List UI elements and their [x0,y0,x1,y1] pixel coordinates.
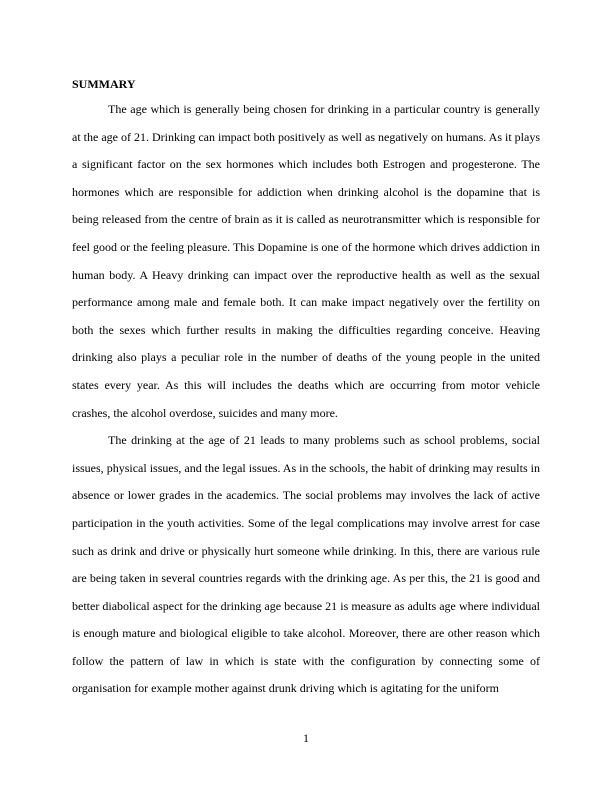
body-paragraph-1: The age which is generally being chosen for drinking in a particular country is generally at the age of 21. Drinking can impact both positively as well as negatively on humans. As it plays a significant factor on the sex hormones which includes both Estrogen and progesterone. The hormones which are responsible for addiction when drinking alcohol is the dopamine that is being released from the centre of brain as it is called as neurotransmitter which is responsible for feel good or the feeling pleasure. This Dopamine is one of the hormone which drives addiction in human body. A Heavy drinking can impact over the reproductive health as well as the sexual performance among male and female both. It can make impact negatively over the fertility on both the sexes which further results in making the difficulties regarding conceive. Heaving drinking also plays a peculiar role in the number of deaths of the young people in the united states every year. As this will includes the deaths which are occurring from motor vehicle crashes, the alcohol overdose, suicides and many more. [72,102,540,420]
page-number: 1 [303,731,309,745]
section-heading: SUMMARY [72,77,136,91]
body-paragraph-2: The drinking at the age of 21 leads to many problems such as school problems, social issues, physical issues, and the legal issues. As in the schools, the habit of drinking may results in absence or lower grades in the academics. The social problems may involves the lack of active participation in the youth activities. Some of the legal complications may involve arrest for case such as drink and drive or physically hurt someone while drinking. In this, there are various rule are being taken in several countries regards with the drinking age. As per this, the 21 is good and better diabolical aspect for the drinking age because 21 is measure as adults age where individual is enough mature and biological eligible to take alcohol. Moreover, there are other reason which follow the pattern of law in which is state with the configuration by connecting some of organisation for example mother against drunk driving which is agitating for the uniform [72,433,540,696]
page-content [72,76,540,703]
